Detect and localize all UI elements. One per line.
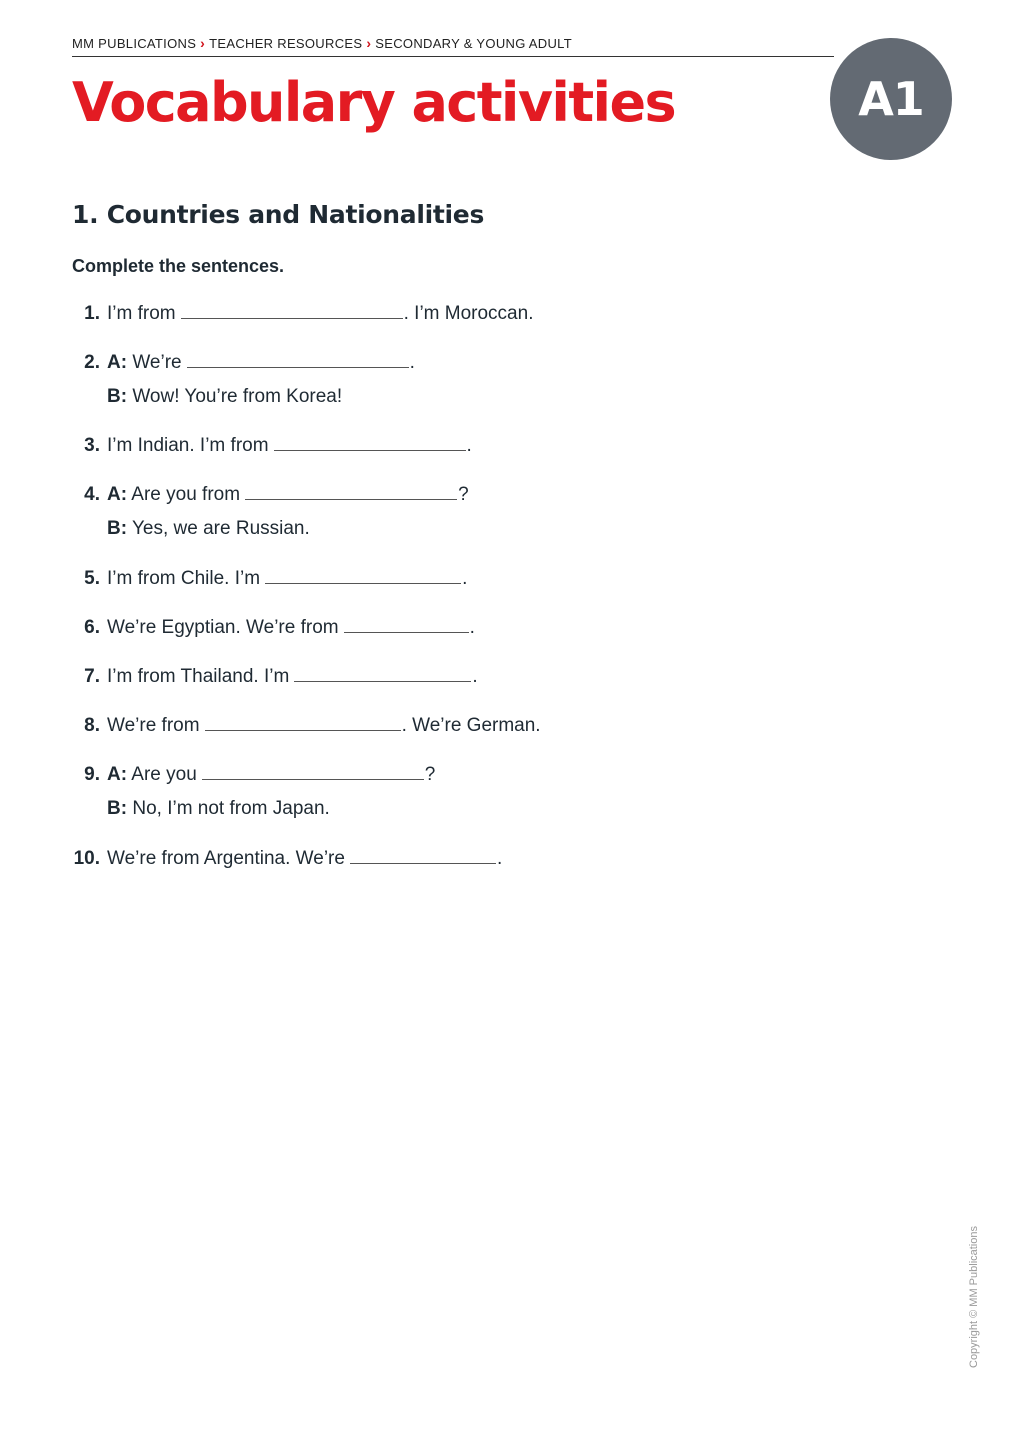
exercise-text-before: I’m from: [107, 303, 176, 324]
page-title: Vocabulary activities: [72, 71, 676, 134]
breadcrumb: [72, 35, 572, 51]
answer-blank[interactable]: [350, 845, 496, 864]
exercise-number: 3.: [84, 435, 100, 456]
header-divider: [72, 56, 834, 57]
speaker-label: A:: [107, 352, 128, 373]
breadcrumb-item-level[interactable]: SECONDARY & YOUNG ADULT: [375, 35, 572, 51]
exercise-item: [72, 565, 467, 591]
exercise-item: [72, 761, 435, 821]
exercise-text-after: .: [472, 666, 478, 687]
exercise-item: [72, 663, 478, 689]
exercise-number: 8.: [84, 715, 100, 736]
exercise-response: Wow! You’re from Korea!: [132, 386, 343, 407]
speaker-label: B:: [107, 386, 128, 407]
speaker-label: A:: [107, 484, 128, 505]
exercise-item: [72, 481, 469, 541]
exercise-text-after: ?: [424, 764, 436, 785]
answer-blank[interactable]: [181, 300, 403, 319]
exercise-text-after: . We’re German.: [401, 715, 541, 736]
exercise-text-after: ?: [458, 484, 469, 505]
exercise-response: No, I’m not from Japan.: [132, 798, 330, 819]
breadcrumb-item-resources[interactable]: TEACHER RESOURCES: [209, 35, 363, 51]
answer-blank[interactable]: [205, 712, 401, 731]
answer-blank[interactable]: [274, 432, 466, 451]
exercise-response: Yes, we are Russian.: [132, 518, 310, 539]
exercise-text-before: I’m Indian. I’m from: [107, 435, 269, 456]
exercise-item: [72, 432, 472, 458]
exercise-text-before: We’re Egyptian. We’re from: [107, 617, 339, 638]
exercise-number: 2.: [84, 352, 100, 373]
exercise-number: 1.: [84, 303, 100, 324]
speaker-label: B:: [107, 518, 128, 539]
exercise-text-before: I’m from Chile. I’m: [107, 568, 261, 589]
answer-blank[interactable]: [245, 481, 457, 500]
instruction-text: Complete the sentences.: [72, 256, 285, 276]
copyright-notice: Copyright © MM Publications: [968, 1226, 980, 1368]
exercise-text-after: .: [409, 352, 415, 373]
answer-blank[interactable]: [344, 614, 469, 633]
section-title: 1. Countries and Nationalities: [72, 200, 485, 229]
exercise-text-after: .: [466, 435, 472, 456]
exercise-number: 7.: [84, 666, 100, 687]
speaker-label: A:: [107, 764, 128, 785]
exercise-text-before: I’m from Thailand. I’m: [107, 666, 290, 687]
answer-blank[interactable]: [265, 565, 461, 584]
exercise-number: 10.: [73, 848, 100, 869]
exercise-text-after: .: [462, 568, 468, 589]
exercise-text-before: We’re: [132, 352, 182, 373]
exercise-number: 4.: [84, 484, 100, 505]
level-badge: A1: [830, 38, 952, 160]
exercise-number: 6.: [84, 617, 100, 638]
speaker-label: B:: [107, 798, 128, 819]
exercise-text-before: We’re from Argentina. We’re: [107, 848, 345, 869]
chevron-right-icon: ›: [200, 35, 206, 51]
exercise-text-after: . I’m Moroccan.: [403, 303, 534, 324]
exercise-item: [72, 300, 533, 326]
exercise-text-before: Are you: [131, 764, 197, 785]
answer-blank[interactable]: [294, 663, 471, 682]
exercise-text-after: .: [496, 848, 503, 869]
answer-blank[interactable]: [202, 761, 424, 780]
exercise-item: [72, 712, 541, 738]
exercise-text-before: Are you from: [131, 484, 241, 505]
answer-blank[interactable]: [187, 349, 409, 368]
breadcrumb-item-publisher[interactable]: MM PUBLICATIONS: [72, 35, 197, 51]
exercise-text-before: We’re from: [107, 715, 200, 736]
chevron-right-icon: ›: [366, 35, 372, 51]
exercise-item: [72, 349, 415, 409]
exercise-text-after: .: [469, 617, 475, 638]
exercise-item: [72, 845, 502, 871]
exercise-number: 5.: [84, 568, 100, 589]
exercise-number: 9.: [84, 764, 100, 785]
exercise-item: [72, 614, 475, 640]
